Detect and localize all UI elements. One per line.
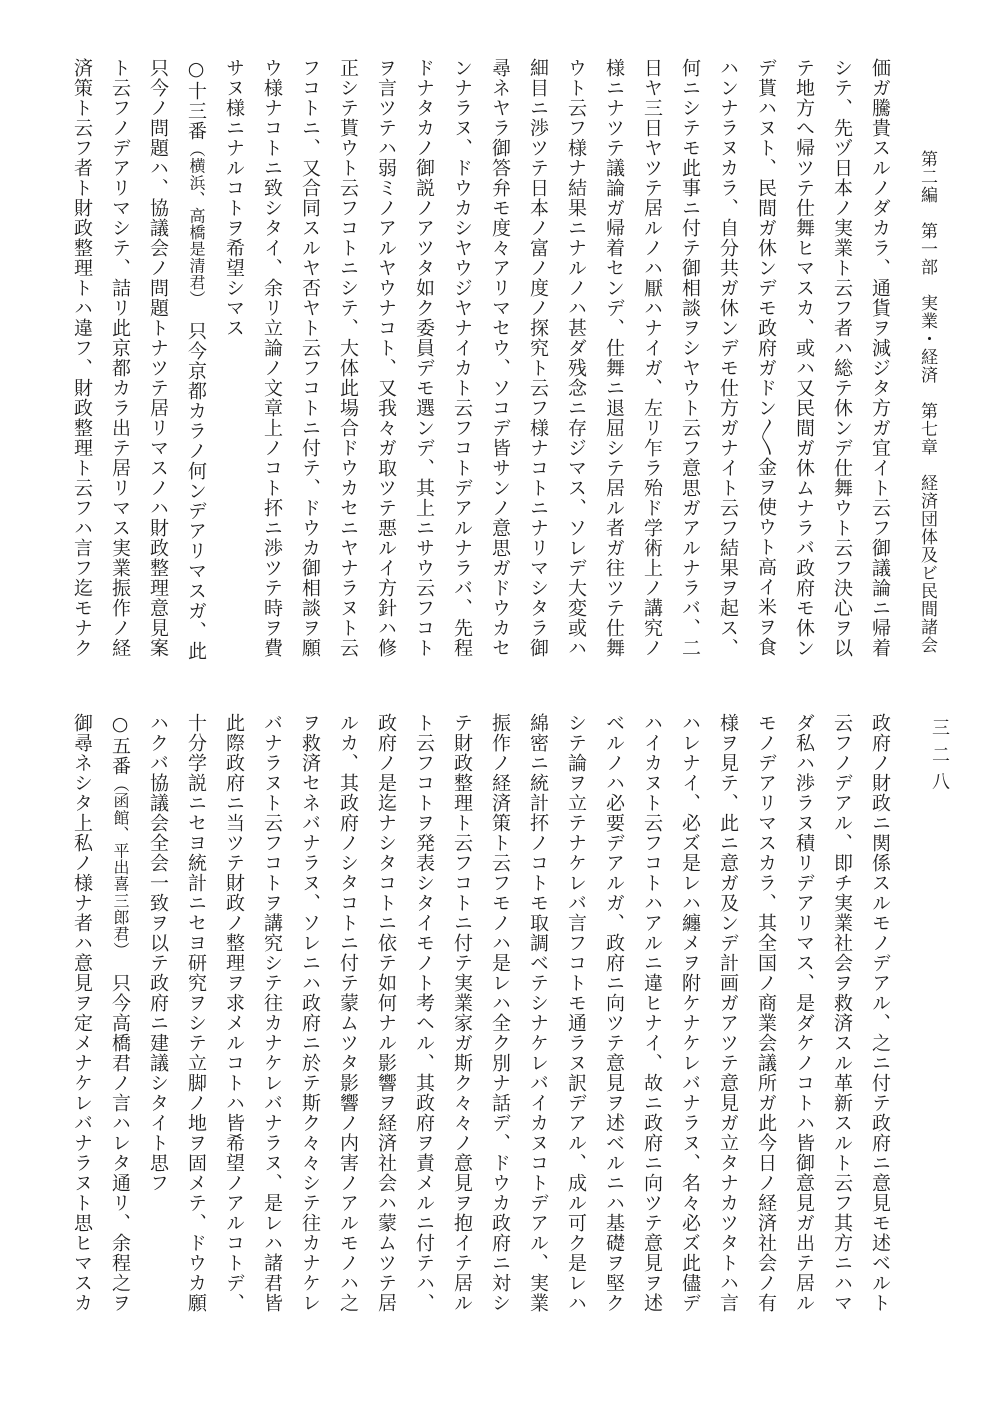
text-column: シテ論ヲ立テナケレバ言フコトモ通ラヌ訳デアル、成ル可ク是レハ [565,713,587,1313]
text-column: 様ニナツテ議論ガ帰着センデ、仕舞ニ退屈シテ居ル者ガ往ツテ仕舞 [603,58,625,658]
text-column: 只今ノ問題ハ、協議会ノ問題トナツテ居リマスノハ財政整理意見案 [147,58,169,658]
text-column: 振作ノ経済策ト云フモノハ是レハ全ク別ナ話デ、ドウカ政府ニ対シ [489,713,511,1313]
text-column: モノデアリマスカラ、其全国ノ商業会議所ガ此今日ノ経済社会ノ有 [755,713,777,1313]
text-column: ヲ言ツテハ弱ミノアルヤウナコト、又我々ガ取ツテ悪ルイ方針ハ修 [375,58,397,658]
speaker-column [101,713,139,1325]
text-column: ヲ救済セネバナラヌ、ソレニハ政府ニ於テ斯ク々々シテ往カナケレ [299,713,321,1313]
speech-text: 只今高橋君ノ言ハレタ通リ、余程之ヲ [109,972,131,1313]
text-column: ンナラヌ、ドウカシヤウジヤナイカト云フコトデアルナラバ、先程 [451,58,473,658]
text-column: 日ヤ三日ヤツテ居ルノハ厭ハナイガ、左リ乍ラ殆ド学術上ノ講究ノ [641,58,663,658]
text-column: サヌ様ニナルコトヲ希望シマス [223,58,245,338]
text-column: 政府ノ是迄ナシタコトニ依テ如何ナル影響ヲ経済社会ハ蒙ムツテ居 [375,713,397,1313]
text-column: 正シテ貰ウト云フコトニシテ、大体此場合ドウカセニヤナラヌト云 [337,58,359,658]
page-number: 三二八 [929,718,950,799]
text-column: 価ガ騰貴スルノダカラ、通貨ヲ減ジタ方ガ宜イト云フ御議論ニ帰着 [869,58,891,658]
speaker-label: ○五番 [109,713,131,776]
text-column: 此際政府ニ当ツテ財政ノ整理ヲ求メルコトハ皆希望ノアルコトデ、 [223,713,245,1313]
text-column: ハクバ協議会全会一致ヲ以テ政府ニ建議シタイト思フ [147,713,169,1193]
running-header: 第二編 第一部 実業・経済 第七章 経済団体及ビ民間諸会 [917,150,937,654]
text-column: ハンナラヌカラ、自分共ガ休ンデモ仕方ガナイト云フ結果ヲ起ス、 [717,58,739,658]
text-column: 済策ト云フ者ト財政整理トハ違フ、財政整理ト云フハ言フ迄モナク [71,58,93,658]
speaker-label: ○十三番 [185,58,207,141]
text-column: 尋ネヤラ御答弁モ度々アリマセウ、ソコデ皆サンノ意思ガドウカセ [489,58,511,658]
text-column: バナラヌト云フコトヲ講究シテ往カナケレバナラヌ、是レハ諸君皆 [261,713,283,1313]
upper-text-block [63,58,899,670]
text-column: 綿密ニ統計抔ノコトモ取調ベテシナケレバイカヌコトデアル、実業 [527,713,549,1313]
speaker-affiliation: （横浜、高橋是清君） [187,141,206,307]
text-column: 何ニシテモ此事ニ付テ御相談ヲシヤウト云フ意思ガアルナラバ、二 [679,58,701,658]
text-column: ダ私ハ渉ラヌ積リデアリマス、是ダケノコトハ皆御意見ガ出テ居ル [793,713,815,1313]
lower-text-block [63,713,899,1325]
text-column: ハイカヌト云フコトハアルニ違ヒナイ、故ニ政府ニ向ツテ意見ヲ述 [641,713,663,1313]
speaker-affiliation: （函館、平出喜三郎君） [111,776,130,959]
text-column: ウト云フ様ナ結果ニナルノハ甚ダ残念ニ存ジマス、ソレデ大変或ハ [565,58,587,658]
text-column: 御尋ネシタ上私ノ様ナ者ハ意見ヲ定メナケレバナラヌト思ヒマスカ [71,713,93,1313]
text-column: ベルノハ必要デアルガ、政府ニ向ツテ意見ヲ述ベルニハ基礎ヲ堅ク [603,713,625,1313]
text-column: 様ヲ見テ、此ニ意ガ及ンデ計画ガアツテ意見ガ立タナカツタトハ言 [717,713,739,1313]
text-column: 十分学説ニセヨ統計ニセヨ研究ヲシテ立脚ノ地ヲ固メテ、ドウカ願 [185,713,207,1313]
text-column: デ貰ハヌト、民間ガ休ンデモ政府ガドン〳〵金ヲ使ウト高イ米ヲ食 [755,58,777,657]
text-column: ウ様ナコトニ致シタイ、余リ立論ノ文章上ノコト抔ニ渉ツテ時ヲ費 [261,58,283,658]
text-column: フコトニ、又合同スルヤ否ヤト云フコトニ付テ、ドウカ御相談ヲ願 [299,58,321,658]
speaker-column [177,58,215,670]
text-column: ドナタカノ御説ノアツタ如ク委員デモ選ンデ、其上ニサウ云フコト [413,58,435,658]
speech-text: 只今京都カラノ何ンデアリマスガ、此 [185,321,207,661]
text-column: テ地方へ帰ツテ仕舞ヒマスカ、或ハ又民間ガ休ムナラバ政府モ休ン [793,58,815,658]
text-column: 云フノデアル、即チ実業社会ヲ救済スル革新スルト云フ其方ニハマ [831,713,853,1313]
text-column: ト云フコトヲ発表シタイモノト考ヘル、其政府ヲ責メルニ付テハ、 [413,713,435,1313]
text-column: シテ、先ヅ日本ノ実業ト云フ者ハ総テ休ンデ仕舞ウト云フ決心ヲ以 [831,58,853,658]
text-column: ルカ、其政府ノシタコトニ付テ蒙ムツタ影響ノ内害ノアルモノハ之 [337,713,359,1313]
text-column: 細目ニ渉ツテ日本ノ富ノ度ノ探究ト云フ様ナコトニナリマシタラ御 [527,58,549,658]
text-column: ト云フノデアリマシテ、詰リ此京都カラ出テ居リマス実業振作ノ経 [109,58,131,658]
text-column: ハレナイ、必ズ是レハ纏メヲ附ケナケレバナラヌ、名々必ズ此儘デ [679,713,701,1313]
text-column: 政府ノ財政ニ関係スルモノデアル、之ニ付テ政府ニ意見モ述ベルト [869,713,891,1313]
text-column: テ財政整理ト云フコトニ付テ実業家ガ斯ク々々ノ意見ヲ抱イテ居ル [451,713,473,1313]
